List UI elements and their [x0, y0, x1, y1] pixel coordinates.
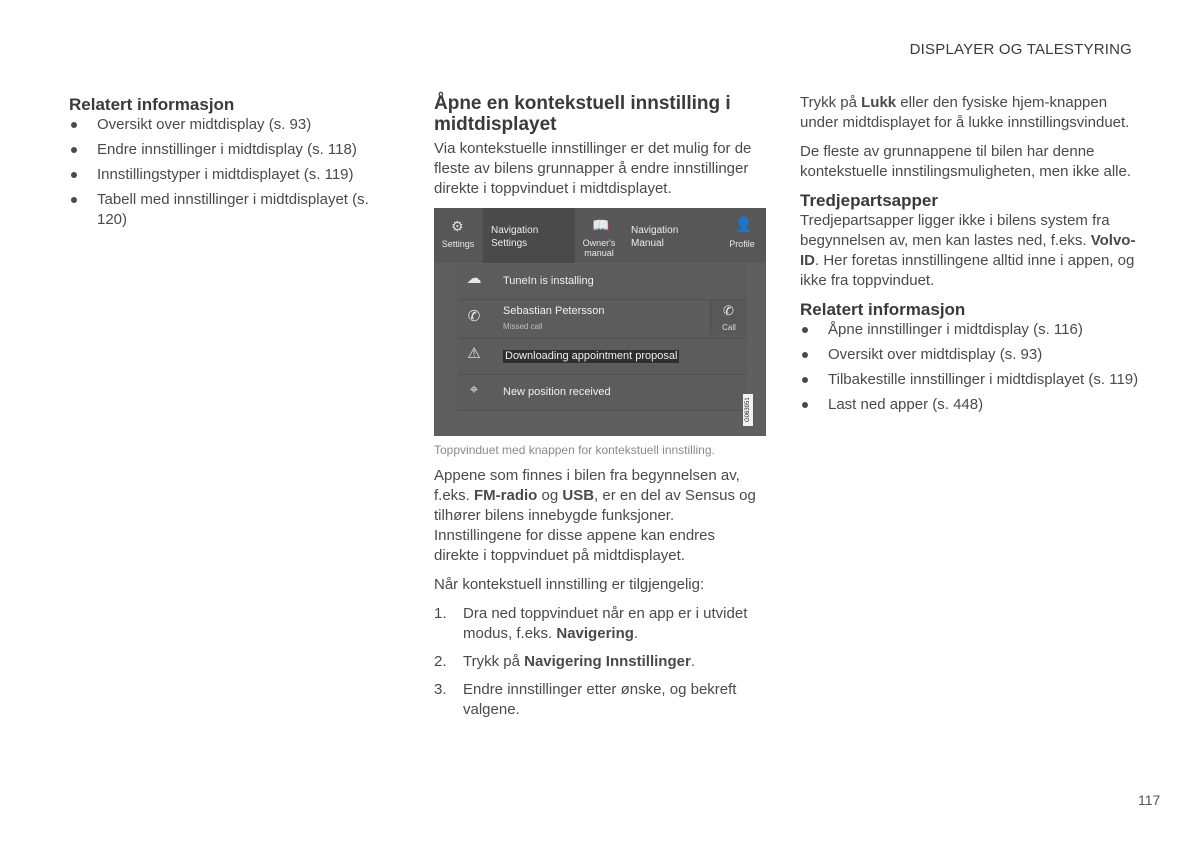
top-bar [434, 208, 766, 263]
owners-manual-tab[interactable] [576, 208, 622, 263]
related-link[interactable]: Oversikt over midtdisplay (s. 93) [69, 115, 369, 135]
phone-icon: ✆ [723, 303, 734, 318]
left-column [69, 93, 369, 235]
right-column [800, 93, 1140, 420]
notification-item[interactable] [457, 264, 747, 300]
section-title: Åpne en kontekstuell innstilling i midtdisplayet [434, 93, 731, 135]
navigation-settings-label: Navigation Settings [491, 225, 539, 249]
step-item: 2. Trykk på Navigering Innstillinger. [434, 653, 695, 670]
related-link[interactable]: Åpne innstillinger i midtdisplay (s. 116) [800, 320, 1140, 340]
settings-tab-label: Settings [441, 239, 475, 249]
notification-subtitle: Missed call [503, 322, 543, 331]
call-button-label: Call [722, 323, 736, 332]
section-header: DISPLAYER OG TALESTYRING [909, 41, 1132, 58]
navigation-manual-label: Navigation Manual [631, 225, 679, 249]
notification-title: TuneIn is installing [503, 275, 594, 287]
contextual-paragraph: De fleste av grunnappene til bilen har denne kontekstuelle innstilingsmuligheten, men ikke alle. [800, 143, 1132, 180]
notification-title: Sebastian Petersson [503, 305, 605, 317]
related-link[interactable]: Tilbakestille innstillinger i midtdisplayet (s. 119) [800, 370, 1140, 390]
related-link[interactable]: Endre innstillinger i midtdisplay (s. 118) [69, 140, 369, 160]
book-icon: 📖 [592, 217, 610, 233]
phone-icon: ✆ [467, 308, 481, 325]
figure-code: G063951 [743, 394, 753, 426]
cloud-download-icon: ☁ [466, 270, 482, 287]
third-party-paragraph: Tredjepartsapper ligger ikke i bilens system fra begynnelsen av, men kan lastes ned, f.eks. Volvo-ID. Her foretas innstillingene alltid inne i appen, og ikke fra toppvinduet. [800, 212, 1136, 289]
notification-title: Downloading appointment proposal [505, 350, 678, 362]
related-info-heading: Relatert informasjon [800, 300, 966, 319]
notification-title: New position received [503, 386, 611, 398]
navigation-manual-button[interactable] [623, 208, 717, 263]
page-number: 117 [1138, 792, 1161, 808]
third-party-heading: Tredjepartsapper [800, 191, 938, 210]
gear-icon: ⚙ [451, 218, 464, 234]
steps-list [434, 604, 764, 720]
intro-paragraph: Via kontekstuelle innstillinger er det mulig for de fleste av bilens grunnapper å endre innstillinger direkte i toppvinduet i midtdisplayet. [434, 140, 752, 197]
availability-paragraph: Når kontekstuell innstilling er tilgjengelig: [434, 576, 705, 593]
close-paragraph: Trykk på Lukk eller den fysiske hjem-knappen under midtdisplayet for å lukke innstillingsvinduet. [800, 94, 1130, 131]
profile-tab[interactable] [718, 208, 766, 263]
navigation-target-icon: ⌖ [469, 381, 479, 398]
related-info-heading: Relatert informasjon [69, 95, 235, 114]
step-item: 1. Dra ned toppvinduet når en app er i utvidet modus, f.eks. Navigering. [434, 605, 748, 642]
call-button[interactable] [710, 300, 747, 335]
navigation-settings-button[interactable] [483, 208, 575, 263]
middle-column [434, 93, 764, 728]
settings-tab[interactable] [434, 208, 482, 263]
related-link[interactable]: Last ned apper (s. 448) [800, 395, 1140, 415]
notification-item[interactable] [457, 339, 747, 375]
related-info-list [800, 320, 1140, 415]
notification-list [457, 264, 747, 411]
owners-manual-label: Owner's manual [582, 238, 616, 258]
figure-caption: Toppvinduet med knappen for kontekstuell innstilling. [434, 443, 715, 457]
profile-tab-label: Profile [729, 239, 755, 249]
center-display-figure [434, 208, 766, 436]
related-info-list [69, 115, 369, 230]
person-icon: 👤 [735, 216, 753, 232]
related-link[interactable]: Innstillingstyper i midtdisplayet (s. 119) [69, 165, 369, 185]
notification-item[interactable] [457, 375, 747, 411]
related-link[interactable]: Oversikt over midtdisplay (s. 93) [800, 345, 1140, 365]
apps-paragraph: Appene som finnes i bilen fra begynnelsen av, f.eks. FM-radio og USB, er en del av Sensus og tilhører bilens innebygde funksjoner. Innstillingene for disse appene kan endres direkte i toppvinduet på midtdisplayet. [434, 467, 756, 564]
calendar-warning-icon: ⚠ [467, 345, 481, 362]
related-link[interactable]: Tabell med innstillinger i midtdisplayet (s. 120) [69, 190, 369, 230]
notification-item[interactable] [457, 300, 747, 339]
step-item: 3. Endre innstillinger etter ønske, og bekreft valgene. [434, 681, 737, 718]
